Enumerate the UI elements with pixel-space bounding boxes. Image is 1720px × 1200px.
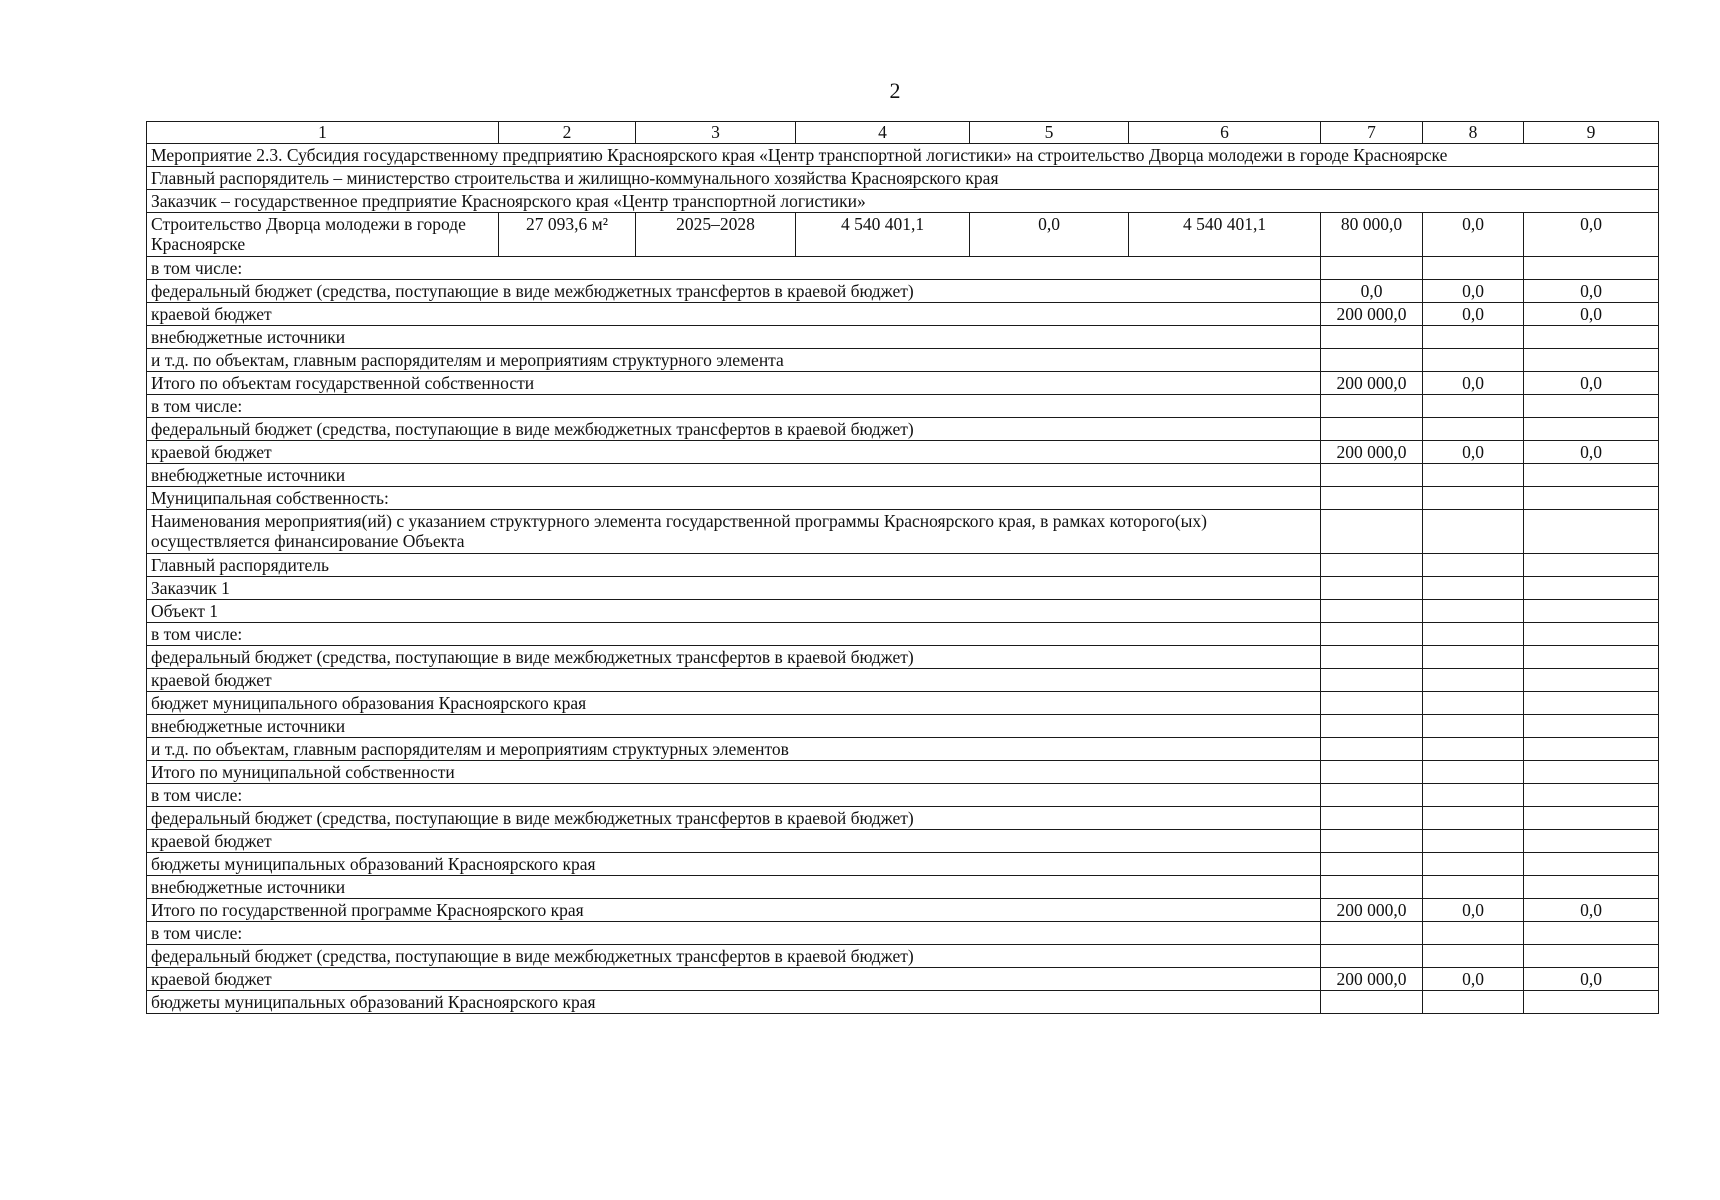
row-label: и т.д. по объектам, главным распорядителям и мероприятиям структурного элемента — [147, 349, 1321, 372]
table-row — [147, 577, 1659, 600]
header-row — [147, 122, 1659, 144]
object-capacity: 27 093,6 м² — [499, 213, 636, 257]
row-value-col9: 0,0 — [1524, 280, 1659, 303]
row-value-col9 — [1524, 554, 1659, 577]
table-row — [147, 349, 1659, 372]
row-value-col7 — [1321, 761, 1423, 784]
table-row — [147, 968, 1659, 991]
table-row — [147, 418, 1659, 441]
row-value-col7 — [1321, 487, 1423, 510]
row-label: федеральный бюджет (средства, поступающие в виде межбюджетных трансфертов в краевой бюджет) — [147, 807, 1321, 830]
table-row — [147, 623, 1659, 646]
table-row — [147, 738, 1659, 761]
customer-row — [147, 190, 1659, 213]
row-label: Итого по государственной программе Красноярского края — [147, 899, 1321, 922]
object-period: 2025–2028 — [636, 213, 796, 257]
table-row — [147, 487, 1659, 510]
row-label: краевой бюджет — [147, 303, 1321, 326]
table-row — [147, 510, 1659, 554]
table-row — [147, 646, 1659, 669]
row-value-col7 — [1321, 669, 1423, 692]
row-label: краевой бюджет — [147, 830, 1321, 853]
object-col6: 4 540 401,1 — [1129, 213, 1321, 257]
row-value-col7 — [1321, 395, 1423, 418]
row-label: внебюджетные источники — [147, 464, 1321, 487]
table-row — [147, 303, 1659, 326]
row-label: федеральный бюджет (средства, поступающие в виде межбюджетных трансфертов в краевой бюджет) — [147, 945, 1321, 968]
row-value-col8 — [1423, 830, 1524, 853]
table-row — [147, 441, 1659, 464]
row-label: внебюджетные источники — [147, 715, 1321, 738]
row-value-col7 — [1321, 623, 1423, 646]
row-value-col9 — [1524, 577, 1659, 600]
object-cost-total: 4 540 401,1 — [796, 213, 970, 257]
table-row — [147, 945, 1659, 968]
row-label: Заказчик 1 — [147, 577, 1321, 600]
row-value-col9: 0,0 — [1524, 899, 1659, 922]
row-value-col7 — [1321, 577, 1423, 600]
row-label: Наименования мероприятия(ий) с указанием структурного элемента государственной программы Красноярского края, в рамках которого(ых) осуществляется финансирование Объекта — [147, 510, 1321, 554]
table-row — [147, 257, 1659, 280]
row-value-col9 — [1524, 945, 1659, 968]
table-row — [147, 395, 1659, 418]
row-label: федеральный бюджет (средства, поступающие в виде межбюджетных трансфертов в краевой бюджет) — [147, 280, 1321, 303]
row-value-col8 — [1423, 692, 1524, 715]
row-label: краевой бюджет — [147, 441, 1321, 464]
object-col8: 0,0 — [1423, 213, 1524, 257]
row-value-col7 — [1321, 830, 1423, 853]
table-row — [147, 853, 1659, 876]
row-value-col8 — [1423, 784, 1524, 807]
row-value-col8 — [1423, 600, 1524, 623]
row-value-col8 — [1423, 738, 1524, 761]
row-label: внебюджетные источники — [147, 326, 1321, 349]
budget-table-body — [147, 122, 1659, 1014]
row-value-col8 — [1423, 487, 1524, 510]
row-label: в том числе: — [147, 922, 1321, 945]
measure-row — [147, 144, 1659, 167]
table-row — [147, 554, 1659, 577]
row-value-col8: 0,0 — [1423, 899, 1524, 922]
row-value-col8: 0,0 — [1423, 441, 1524, 464]
row-value-col7 — [1321, 922, 1423, 945]
table-row — [147, 280, 1659, 303]
row-label: в том числе: — [147, 257, 1321, 280]
row-value-col9 — [1524, 464, 1659, 487]
table-row — [147, 692, 1659, 715]
row-value-col7 — [1321, 554, 1423, 577]
row-label: федеральный бюджет (средства, поступающие в виде межбюджетных трансфертов в краевой бюджет) — [147, 646, 1321, 669]
row-value-col7 — [1321, 876, 1423, 899]
row-value-col7 — [1321, 853, 1423, 876]
row-value-col8 — [1423, 853, 1524, 876]
row-value-col9 — [1524, 487, 1659, 510]
row-value-col9 — [1524, 395, 1659, 418]
row-value-col7 — [1321, 784, 1423, 807]
row-value-col7 — [1321, 326, 1423, 349]
object-row — [147, 213, 1659, 257]
header-cell-1: 1 — [147, 122, 499, 144]
row-value-col9 — [1524, 600, 1659, 623]
row-value-col9 — [1524, 510, 1659, 554]
table-row — [147, 991, 1659, 1014]
row-value-col8 — [1423, 669, 1524, 692]
row-value-col9 — [1524, 715, 1659, 738]
header-cell-3: 3 — [636, 122, 796, 144]
row-value-col9 — [1524, 349, 1659, 372]
row-value-col9 — [1524, 853, 1659, 876]
table-row — [147, 715, 1659, 738]
row-value-col9 — [1524, 692, 1659, 715]
row-value-col8 — [1423, 257, 1524, 280]
row-value-col9 — [1524, 922, 1659, 945]
row-value-col7: 0,0 — [1321, 280, 1423, 303]
row-value-col9: 0,0 — [1524, 303, 1659, 326]
row-value-col9: 0,0 — [1524, 968, 1659, 991]
row-value-col7 — [1321, 349, 1423, 372]
row-value-col7: 200 000,0 — [1321, 372, 1423, 395]
row-value-col9 — [1524, 738, 1659, 761]
customer: Заказчик – государственное предприятие Красноярского края «Центр транспортной логистики» — [147, 190, 1659, 213]
row-value-col7 — [1321, 692, 1423, 715]
row-label: федеральный бюджет (средства, поступающие в виде межбюджетных трансфертов в краевой бюджет) — [147, 418, 1321, 441]
row-value-col7: 200 000,0 — [1321, 303, 1423, 326]
row-value-col7 — [1321, 418, 1423, 441]
row-label: в том числе: — [147, 395, 1321, 418]
object-col5: 0,0 — [970, 213, 1129, 257]
row-value-col8 — [1423, 922, 1524, 945]
row-value-col7 — [1321, 257, 1423, 280]
table-row — [147, 830, 1659, 853]
page-number: 2 — [889, 78, 901, 103]
row-value-col9 — [1524, 807, 1659, 830]
row-value-col7 — [1321, 738, 1423, 761]
row-value-col8 — [1423, 761, 1524, 784]
row-label: в том числе: — [147, 623, 1321, 646]
row-value-col8 — [1423, 945, 1524, 968]
object-name: Строительство Дворца молодежи в городе Красноярске — [147, 213, 499, 257]
row-value-col9 — [1524, 646, 1659, 669]
row-value-col9 — [1524, 326, 1659, 349]
row-label: краевой бюджет — [147, 968, 1321, 991]
header-cell-9: 9 — [1524, 122, 1659, 144]
row-value-col9 — [1524, 991, 1659, 1014]
row-value-col8 — [1423, 577, 1524, 600]
row-value-col8: 0,0 — [1423, 280, 1524, 303]
row-value-col9 — [1524, 257, 1659, 280]
object-col7: 80 000,0 — [1321, 213, 1423, 257]
row-label: бюджеты муниципальных образований Красноярского края — [147, 991, 1321, 1014]
row-value-col7 — [1321, 715, 1423, 738]
table-row — [147, 761, 1659, 784]
table-row — [147, 326, 1659, 349]
table-row — [147, 784, 1659, 807]
header-cell-2: 2 — [499, 122, 636, 144]
row-value-col7 — [1321, 464, 1423, 487]
row-label: Муниципальная собственность: — [147, 487, 1321, 510]
row-value-col8: 0,0 — [1423, 968, 1524, 991]
row-value-col7 — [1321, 945, 1423, 968]
row-value-col7 — [1321, 646, 1423, 669]
header-cell-4: 4 — [796, 122, 970, 144]
row-value-col8 — [1423, 395, 1524, 418]
header-cell-8: 8 — [1423, 122, 1524, 144]
row-label: бюджет муниципального образования Красноярского края — [147, 692, 1321, 715]
row-value-col8: 0,0 — [1423, 372, 1524, 395]
row-value-col8 — [1423, 554, 1524, 577]
header-cell-7: 7 — [1321, 122, 1423, 144]
row-label: Итого по объектам государственной собственности — [147, 372, 1321, 395]
row-value-col8 — [1423, 807, 1524, 830]
table-row — [147, 807, 1659, 830]
measure-title: Мероприятие 2.3. Субсидия государственному предприятию Красноярского края «Центр транспортной логистики» на строительство Дворца молодежи в городе Красноярске — [147, 144, 1659, 167]
row-value-col7 — [1321, 510, 1423, 554]
table-row — [147, 922, 1659, 945]
row-value-col8 — [1423, 715, 1524, 738]
row-label: Объект 1 — [147, 600, 1321, 623]
row-label: краевой бюджет — [147, 669, 1321, 692]
row-value-col8: 0,0 — [1423, 303, 1524, 326]
table-row — [147, 899, 1659, 922]
row-label: внебюджетные источники — [147, 876, 1321, 899]
row-value-col8 — [1423, 510, 1524, 554]
row-value-col9 — [1524, 784, 1659, 807]
row-value-col8 — [1423, 349, 1524, 372]
table-row — [147, 600, 1659, 623]
row-value-col9 — [1524, 623, 1659, 646]
row-value-col7 — [1321, 991, 1423, 1014]
row-value-col7 — [1321, 807, 1423, 830]
row-label: и т.д. по объектам, главным распорядителям и мероприятиям структурных элементов — [147, 738, 1321, 761]
row-value-col9: 0,0 — [1524, 441, 1659, 464]
header-cell-6: 6 — [1129, 122, 1321, 144]
row-value-col9: 0,0 — [1524, 372, 1659, 395]
table-row — [147, 876, 1659, 899]
row-value-col9 — [1524, 418, 1659, 441]
manager-row — [147, 167, 1659, 190]
row-label: Главный распорядитель — [147, 554, 1321, 577]
row-value-col8 — [1423, 623, 1524, 646]
row-value-col7: 200 000,0 — [1321, 441, 1423, 464]
main-manager: Главный распорядитель – министерство строительства и жилищно-коммунального хозяйства Красноярского края — [147, 167, 1659, 190]
table-row — [147, 464, 1659, 487]
row-value-col7 — [1321, 600, 1423, 623]
row-label: бюджеты муниципальных образований Красноярского края — [147, 853, 1321, 876]
table-row — [147, 669, 1659, 692]
row-value-col8 — [1423, 646, 1524, 669]
row-value-col7: 200 000,0 — [1321, 968, 1423, 991]
budget-table — [146, 121, 1659, 1014]
row-value-col9 — [1524, 761, 1659, 784]
row-value-col8 — [1423, 876, 1524, 899]
row-label: в том числе: — [147, 784, 1321, 807]
header-cell-5: 5 — [970, 122, 1129, 144]
row-value-col9 — [1524, 830, 1659, 853]
row-value-col7: 200 000,0 — [1321, 899, 1423, 922]
row-value-col8 — [1423, 991, 1524, 1014]
object-col9: 0,0 — [1524, 213, 1659, 257]
row-value-col8 — [1423, 464, 1524, 487]
row-label: Итого по муниципальной собственности — [147, 761, 1321, 784]
row-value-col9 — [1524, 669, 1659, 692]
row-value-col8 — [1423, 326, 1524, 349]
table-row — [147, 372, 1659, 395]
row-value-col9 — [1524, 876, 1659, 899]
row-value-col8 — [1423, 418, 1524, 441]
